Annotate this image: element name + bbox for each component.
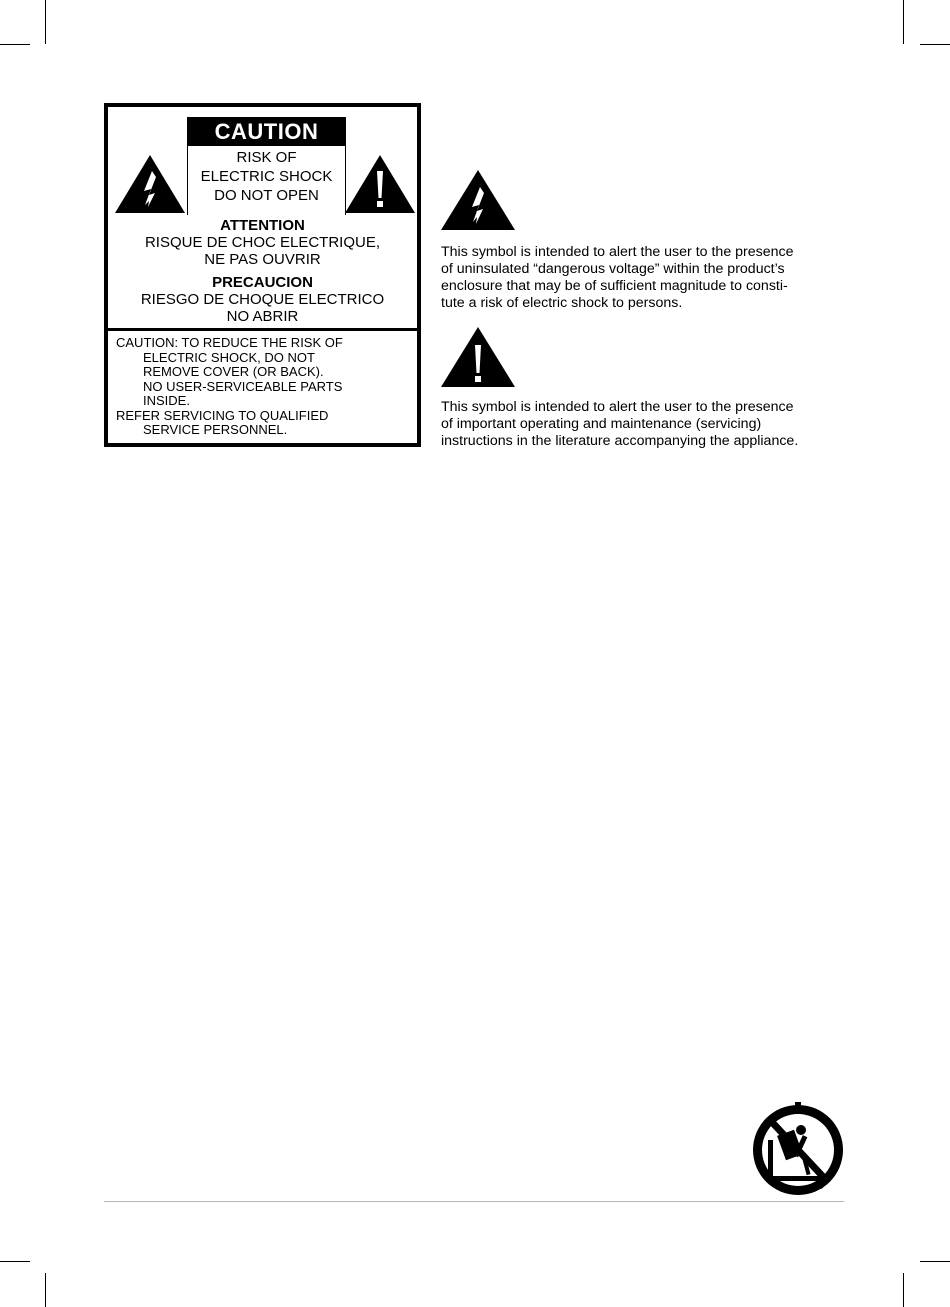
no-cart-tipover-icon — [748, 1100, 848, 1200]
warning-line: INSIDE. — [143, 393, 190, 408]
warning-line: ELECTRIC SHOCK, DO NOT — [143, 349, 315, 365]
description-line: of important operating and maintenance (servicing) — [441, 416, 762, 432]
exclamation-description — [441, 399, 841, 450]
description-line: This symbol is intended to alert the user to the presence — [441, 244, 794, 260]
crop-mark — [920, 1261, 950, 1262]
warning-line: REFER SERVICING TO QUALIFIED — [116, 407, 329, 423]
precaucion-title: PRECAUCION — [212, 274, 313, 291]
warning-line: REMOVE COVER (OR BACK). — [143, 364, 324, 379]
attention-line: RISQUE DE CHOC ELECTRIQUE, — [144, 234, 381, 251]
description-line: enclosure that may be of sufficient magnitude to consti- — [441, 278, 788, 294]
description-line: This symbol is intended to alert the user to the presence — [441, 399, 794, 415]
header-line: ELECTRIC SHOCK — [200, 168, 333, 185]
crop-mark — [45, 0, 46, 44]
header-line: RISK OF — [236, 149, 297, 166]
exclamation-triangle-icon — [345, 155, 415, 215]
caution-label — [104, 103, 421, 447]
lightning-triangle-icon — [441, 170, 515, 230]
warning-line: CAUTION: TO REDUCE THE RISK OF — [116, 335, 343, 350]
warning-line: SERVICE PERSONNEL. — [143, 422, 288, 437]
crop-mark — [0, 1261, 30, 1262]
caution-title: CAUTION — [188, 118, 345, 146]
warning-line: NO USER-SERVICEABLE PARTS — [143, 378, 343, 394]
attention-line: NE PAS OUVRIR — [204, 251, 321, 268]
exclamation-triangle-icon — [441, 327, 515, 387]
description-line: tute a risk of electric shock to persons. — [441, 295, 683, 311]
warning-text — [116, 336, 416, 438]
description-line: instructions in the literature accompanying the appliance. — [441, 433, 799, 449]
crop-mark — [45, 1273, 46, 1307]
crop-mark — [0, 44, 30, 45]
lightning-description — [441, 244, 841, 312]
footer-rule — [104, 1201, 844, 1202]
crop-mark — [903, 1273, 904, 1307]
attention-block — [108, 217, 417, 268]
crop-mark — [903, 0, 904, 44]
caution-header — [187, 117, 346, 215]
lightning-triangle-icon — [115, 155, 185, 215]
crop-mark — [920, 44, 950, 45]
header-line: DO NOT OPEN — [214, 187, 319, 204]
precaucion-block — [108, 274, 417, 325]
precaucion-line: NO ABRIR — [226, 308, 299, 325]
description-line: of uninsulated “dangerous voltage” within the product’s — [441, 261, 785, 277]
attention-title: ATTENTION — [220, 217, 305, 234]
precaucion-line: RIESGO DE CHOQUE ELECTRICO — [140, 291, 385, 308]
label-divider — [108, 328, 417, 331]
